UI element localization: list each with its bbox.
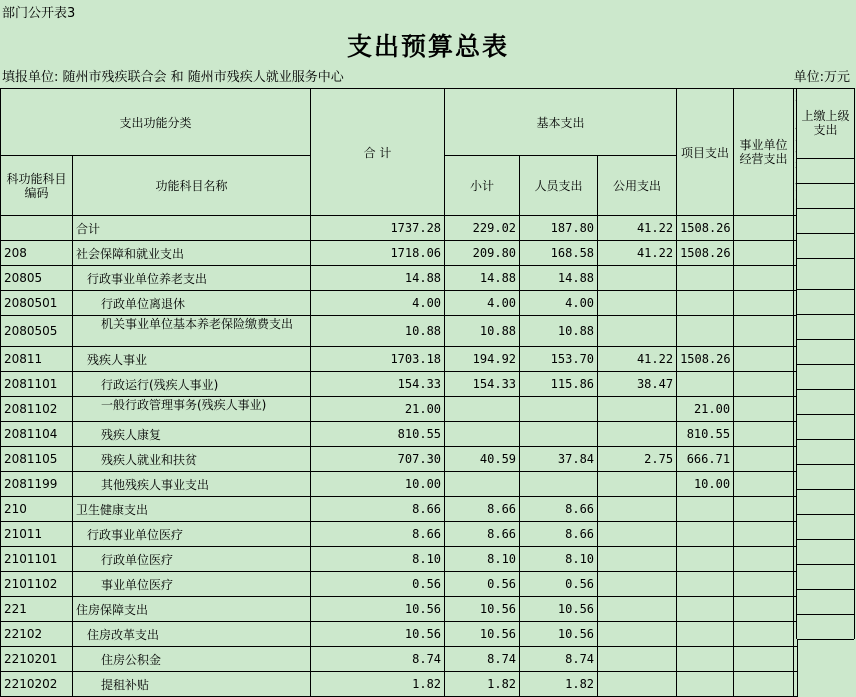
row-public <box>598 316 677 347</box>
row-enterprise <box>734 497 794 522</box>
form-number-label: 部门公开表3 <box>2 6 76 21</box>
row-name: 其他残疾人事业支出 <box>73 472 311 497</box>
row-personnel: 153.70 <box>520 347 598 372</box>
row-name: 住房改革支出 <box>73 622 311 647</box>
superior-cell <box>797 290 854 315</box>
row-name: 住房公积金 <box>73 647 311 672</box>
row-project <box>677 316 734 347</box>
row-code: 2081199 <box>1 472 73 497</box>
row-subtotal: 8.66 <box>445 522 520 547</box>
row-subtotal: 209.80 <box>445 241 520 266</box>
row-name: 社会保障和就业支出 <box>73 241 311 266</box>
page-title: 支出预算总表 <box>346 32 509 61</box>
row-name: 事业单位医疗 <box>73 572 311 597</box>
row-project <box>677 266 734 291</box>
row-public <box>598 472 677 497</box>
row-public <box>598 672 677 697</box>
row-public <box>598 397 677 422</box>
subtotal-header: 小计 <box>445 156 520 216</box>
row-subtotal: 8.74 <box>445 647 520 672</box>
row-total: 10.00 <box>311 472 445 497</box>
row-subtotal <box>445 472 520 497</box>
row-public <box>598 291 677 316</box>
row-code: 20811 <box>1 347 73 372</box>
row-public: 38.47 <box>598 372 677 397</box>
row-subtotal: 10.56 <box>445 622 520 647</box>
superior-cell <box>797 615 854 640</box>
row-total: 8.66 <box>311 522 445 547</box>
row-enterprise <box>734 266 794 291</box>
currency-unit: 单位:万元 <box>793 70 850 85</box>
row-total: 8.74 <box>311 647 445 672</box>
row-code: 22102 <box>1 622 73 647</box>
row-name: 一般行政管理事务(残疾人事业) <box>73 397 311 422</box>
superior-header: 上缴上级支出 <box>797 88 854 159</box>
row-project: 1508.26 <box>677 216 734 241</box>
row-total: 154.33 <box>311 372 445 397</box>
table-row <box>1 597 798 622</box>
row-subsidy <box>794 647 798 672</box>
superior-cell <box>797 259 854 290</box>
row-total: 707.30 <box>311 447 445 472</box>
row-name: 卫生健康支出 <box>73 497 311 522</box>
row-personnel: 168.58 <box>520 241 598 266</box>
row-subtotal: 229.02 <box>445 216 520 241</box>
row-name: 行政单位离退休 <box>73 291 311 316</box>
row-enterprise <box>734 472 794 497</box>
row-enterprise <box>734 241 794 266</box>
row-subsidy <box>794 672 798 697</box>
table-row <box>1 522 798 547</box>
row-name: 机关事业单位基本养老保险缴费支出 <box>73 316 311 347</box>
row-project <box>677 547 734 572</box>
row-code: 2101101 <box>1 547 73 572</box>
row-code: 2081102 <box>1 397 73 422</box>
row-total: 1.82 <box>311 672 445 697</box>
row-project: 10.00 <box>677 472 734 497</box>
row-project: 1508.26 <box>677 241 734 266</box>
row-project <box>677 572 734 597</box>
row-subtotal: 10.56 <box>445 597 520 622</box>
table-row <box>1 672 798 697</box>
superior-cell <box>797 540 854 565</box>
row-public: 41.22 <box>598 241 677 266</box>
superior-cell <box>797 515 854 540</box>
row-project <box>677 647 734 672</box>
table-row <box>1 397 798 422</box>
row-enterprise <box>734 316 794 347</box>
row-project: 1508.26 <box>677 347 734 372</box>
table-row <box>1 497 798 522</box>
row-public <box>598 572 677 597</box>
table-row <box>1 547 798 572</box>
superior-cell <box>797 415 854 440</box>
table-row <box>1 422 798 447</box>
public-header: 公用支出 <box>598 156 677 216</box>
row-personnel: 4.00 <box>520 291 598 316</box>
row-code: 2080501 <box>1 291 73 316</box>
row-public <box>598 622 677 647</box>
row-code: 221 <box>1 597 73 622</box>
table-row <box>1 622 798 647</box>
table-row <box>1 291 798 316</box>
row-name: 合计 <box>73 216 311 241</box>
row-name: 行政运行(残疾人事业) <box>73 372 311 397</box>
table-row <box>1 447 798 472</box>
row-project <box>677 672 734 697</box>
table-row <box>1 316 798 347</box>
row-subtotal: 194.92 <box>445 347 520 372</box>
expenditure-budget-table <box>0 88 798 697</box>
row-public <box>598 422 677 447</box>
row-total: 8.10 <box>311 547 445 572</box>
table-row <box>1 347 798 372</box>
superior-cell <box>797 490 854 515</box>
reporting-unit: 填报单位: 随州市残疾联合会 和 随州市残疾人就业服务中心 <box>2 70 344 85</box>
row-enterprise <box>734 372 794 397</box>
row-subtotal <box>445 422 520 447</box>
table-row <box>1 647 798 672</box>
table-row <box>1 216 798 241</box>
row-code: 21011 <box>1 522 73 547</box>
row-personnel: 10.56 <box>520 597 598 622</box>
row-code: 2080505 <box>1 316 73 347</box>
row-total: 10.88 <box>311 316 445 347</box>
row-total: 1737.28 <box>311 216 445 241</box>
row-code: 2210202 <box>1 672 73 697</box>
row-personnel: 37.84 <box>520 447 598 472</box>
row-public: 41.22 <box>598 216 677 241</box>
superior-cell <box>797 209 854 234</box>
row-public <box>598 647 677 672</box>
row-name: 提租补贴 <box>73 672 311 697</box>
row-name: 行政事业单位养老支出 <box>73 266 311 291</box>
row-enterprise <box>734 447 794 472</box>
header-row-top <box>1 89 798 156</box>
enterprise-header: 事业单位经营支出 <box>734 89 794 216</box>
row-total: 810.55 <box>311 422 445 447</box>
name-header: 功能科目名称 <box>73 156 311 216</box>
row-project <box>677 291 734 316</box>
row-enterprise <box>734 216 794 241</box>
superior-cell <box>797 565 854 590</box>
row-name: 行政单位医疗 <box>73 547 311 572</box>
row-project <box>677 522 734 547</box>
personnel-header: 人员支出 <box>520 156 598 216</box>
row-personnel: 8.10 <box>520 547 598 572</box>
row-personnel: 10.56 <box>520 622 598 647</box>
row-name: 行政事业单位医疗 <box>73 522 311 547</box>
table-row <box>1 472 798 497</box>
row-enterprise <box>734 291 794 316</box>
row-project <box>677 622 734 647</box>
row-subtotal: 14.88 <box>445 266 520 291</box>
row-total: 1703.18 <box>311 347 445 372</box>
table-row <box>1 572 798 597</box>
row-enterprise <box>734 422 794 447</box>
row-public: 2.75 <box>598 447 677 472</box>
row-personnel: 0.56 <box>520 572 598 597</box>
superior-column <box>796 88 855 639</box>
row-enterprise <box>734 547 794 572</box>
row-personnel <box>520 397 598 422</box>
table-row <box>1 266 798 291</box>
row-personnel: 8.74 <box>520 647 598 672</box>
superior-cell <box>797 184 854 209</box>
row-total: 10.56 <box>311 597 445 622</box>
superior-cell <box>797 590 854 615</box>
row-name: 残疾人康复 <box>73 422 311 447</box>
row-code: 2081101 <box>1 372 73 397</box>
row-project: 810.55 <box>677 422 734 447</box>
row-personnel: 115.86 <box>520 372 598 397</box>
row-enterprise <box>734 647 794 672</box>
row-name: 住房保障支出 <box>73 597 311 622</box>
row-code <box>1 216 73 241</box>
table-row <box>1 241 798 266</box>
row-project: 21.00 <box>677 397 734 422</box>
row-public <box>598 497 677 522</box>
row-enterprise <box>734 597 794 622</box>
row-subtotal: 40.59 <box>445 447 520 472</box>
row-total: 8.66 <box>311 497 445 522</box>
superior-cell <box>797 440 854 465</box>
row-code: 2210201 <box>1 647 73 672</box>
superior-cell <box>797 315 854 340</box>
row-enterprise <box>734 672 794 697</box>
row-code: 2081104 <box>1 422 73 447</box>
row-subtotal: 4.00 <box>445 291 520 316</box>
superior-cell <box>797 234 854 259</box>
superior-cell <box>797 365 854 390</box>
project-header: 项目支出 <box>677 89 734 216</box>
row-enterprise <box>734 572 794 597</box>
row-subtotal: 154.33 <box>445 372 520 397</box>
row-public <box>598 522 677 547</box>
total-header: 合 计 <box>311 89 445 216</box>
row-personnel: 14.88 <box>520 266 598 291</box>
row-code: 210 <box>1 497 73 522</box>
row-name: 残疾人事业 <box>73 347 311 372</box>
basic-header: 基本支出 <box>445 89 677 156</box>
row-project <box>677 597 734 622</box>
func-class-header: 支出功能分类 <box>1 89 311 156</box>
row-name: 残疾人就业和扶贫 <box>73 447 311 472</box>
row-enterprise <box>734 347 794 372</box>
row-personnel: 8.66 <box>520 497 598 522</box>
row-personnel: 10.88 <box>520 316 598 347</box>
row-public <box>598 547 677 572</box>
row-public <box>598 597 677 622</box>
row-enterprise <box>734 397 794 422</box>
row-enterprise <box>734 622 794 647</box>
row-subtotal: 0.56 <box>445 572 520 597</box>
superior-cell <box>797 465 854 490</box>
row-code: 2101102 <box>1 572 73 597</box>
row-total: 4.00 <box>311 291 445 316</box>
row-subtotal: 8.10 <box>445 547 520 572</box>
superior-cell <box>797 159 854 184</box>
row-subtotal <box>445 397 520 422</box>
row-personnel: 187.80 <box>520 216 598 241</box>
row-total: 10.56 <box>311 622 445 647</box>
row-personnel <box>520 422 598 447</box>
row-personnel: 1.82 <box>520 672 598 697</box>
row-project <box>677 372 734 397</box>
table-row <box>1 372 798 397</box>
superior-cell <box>797 390 854 415</box>
row-enterprise <box>734 522 794 547</box>
row-code: 208 <box>1 241 73 266</box>
row-total: 21.00 <box>311 397 445 422</box>
row-total: 0.56 <box>311 572 445 597</box>
row-code: 2081105 <box>1 447 73 472</box>
row-project <box>677 497 734 522</box>
row-code: 20805 <box>1 266 73 291</box>
row-personnel: 8.66 <box>520 522 598 547</box>
row-subtotal: 1.82 <box>445 672 520 697</box>
row-public <box>598 266 677 291</box>
row-total: 1718.06 <box>311 241 445 266</box>
superior-cell <box>797 340 854 365</box>
code-header: 科功能科目编码 <box>1 156 73 216</box>
row-public: 41.22 <box>598 347 677 372</box>
row-subtotal: 8.66 <box>445 497 520 522</box>
row-total: 14.88 <box>311 266 445 291</box>
row-personnel <box>520 472 598 497</box>
row-subtotal: 10.88 <box>445 316 520 347</box>
row-project: 666.71 <box>677 447 734 472</box>
